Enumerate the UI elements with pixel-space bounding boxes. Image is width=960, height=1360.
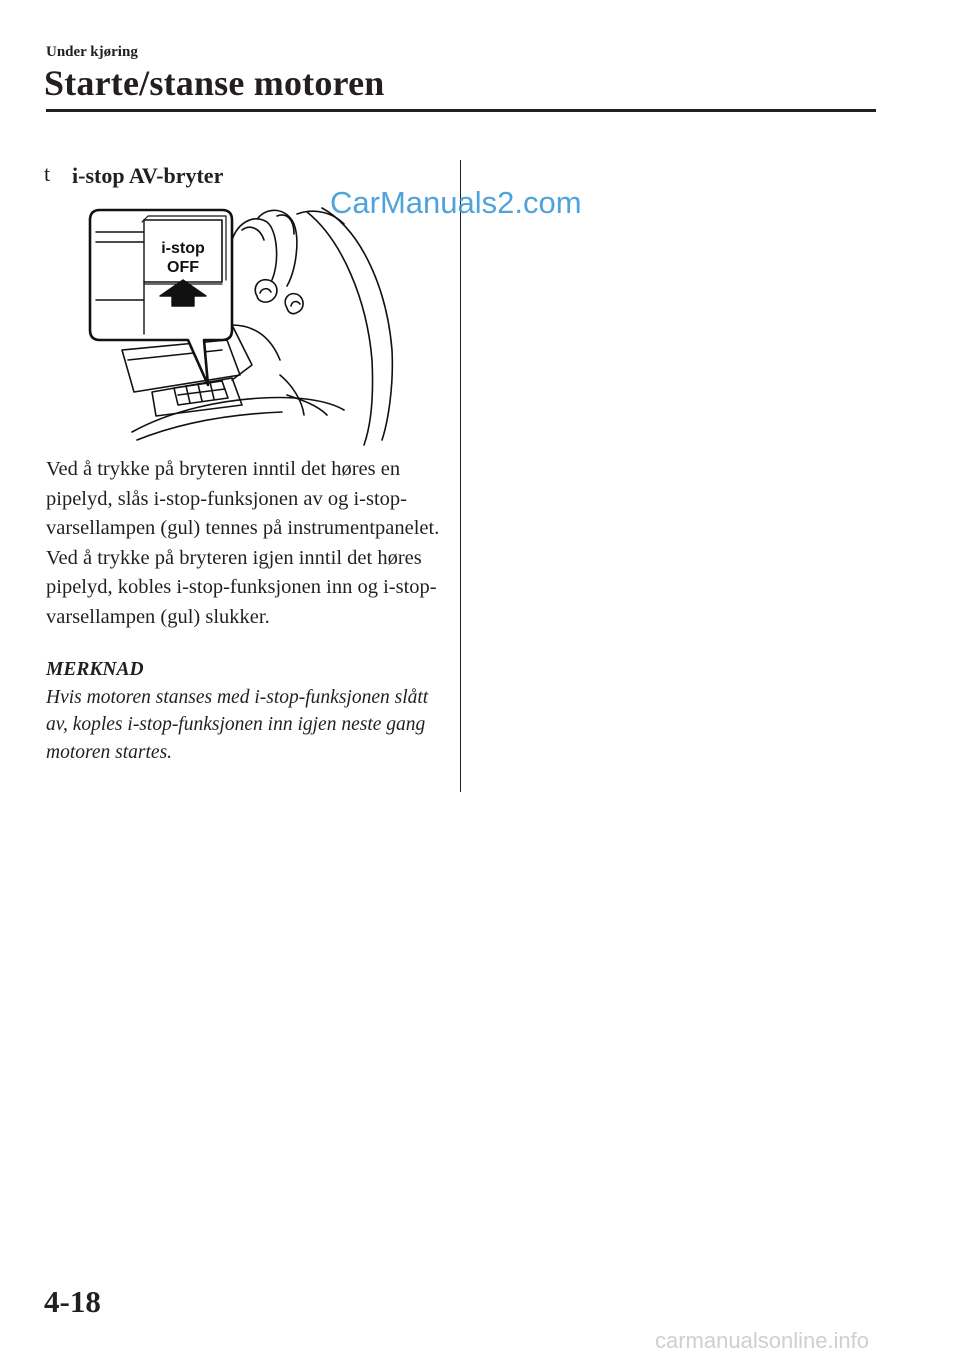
title-rule [46,109,876,112]
page-title: Starte/stanse motoren [44,63,385,103]
watermark-carmanuals2: CarManuals2.com [330,185,582,220]
illustration-label-line2: OFF [167,259,199,276]
body-paragraph: Ved å trykke på bryteren inntil det høres en pipelyd, slås i-stop-funksjonen av og i-stop-varsellampen (gul) tennes på instrumentpanelet. Ved å trykke på bryteren igjen inntil det høres pipelyd, kobles i-stop-funksjonen inn og i-stop-varsellampen (gul) slukker. [46,458,440,628]
heading-bullet-icon: t [44,161,51,186]
watermark-carmanualsonline: carmanualsonline.info [655,1328,870,1353]
subsection-heading: i-stop AV-bryter [72,163,224,188]
note-text: Hvis motoren stanses med i-stop-funksjonen slått av, koples i-stop-funksjonen inn igjen neste gang motoren startes. [46,686,429,763]
column-divider [460,160,461,792]
switch-callout [90,210,232,385]
section-label: Under kjøring [46,44,138,60]
i-stop-switch-illustration [82,200,394,448]
illustration-label-line1: i-stop [161,240,205,257]
page-number: 4-18 [44,1284,101,1319]
note-label: MERKNAD [46,659,144,680]
note-block [46,656,446,766]
